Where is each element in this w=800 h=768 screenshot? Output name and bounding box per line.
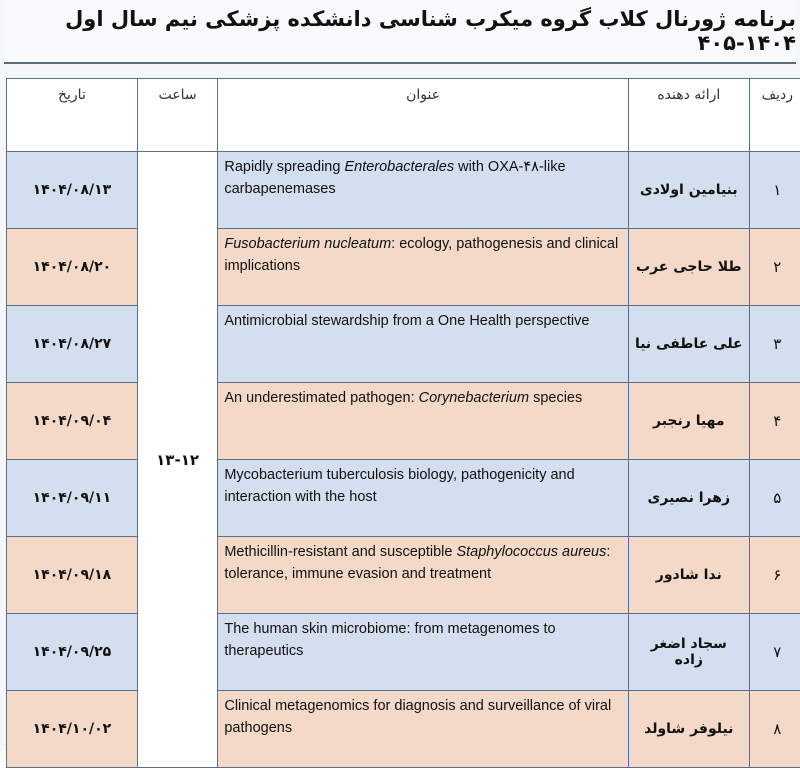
presenter-name: بنیامین اولادی [628,152,749,229]
header-date: تاریخ [7,79,138,152]
table-row [7,460,800,537]
session-date: ۱۴۰۴/۰۹/۲۵ [7,614,138,691]
presenter-name: زهرا نصیری [628,460,749,537]
topic-text-tail: species [529,390,582,406]
table-row [7,229,800,306]
topic-title [218,383,629,460]
row-number: ۷ [749,614,800,691]
header-topic: عنوان [218,79,629,152]
session-time: ۱۳-۱۲ [137,152,218,768]
row-number: ۲ [749,229,800,306]
topic-text-tail: with OXA-۴۸-like carbapenemases [224,159,565,197]
topic-italic-text: Fusobacterium nucleatum [224,236,391,252]
presenter-name: ندا شادور [628,537,749,614]
header-time: ساعت [137,79,218,152]
presenter-name: مهیا رنجبر [628,383,749,460]
session-date: ۱۴۰۴/۱۰/۰۲ [7,691,138,768]
row-number: ۵ [749,460,800,537]
session-date: ۱۴۰۴/۰۸/۱۳ [7,152,138,229]
topic-text: The human skin microbiome: from metagenomes to therapeutics [224,621,555,659]
session-date: ۱۴۰۴/۰۸/۲۷ [7,306,138,383]
table-row [7,691,800,768]
row-number: ۳ [749,306,800,383]
topic-title [218,229,629,306]
topic-text-tail: : tolerance, immune evasion and treatment [224,544,610,582]
header-presenter: ارائه دهنده [628,79,749,152]
topic-text: An underestimated pathogen: [224,390,418,406]
presenter-name: نیلوفر شاولد [628,691,749,768]
table-row [7,152,800,229]
header-row [7,79,800,152]
schedule-body [7,152,800,768]
row-number: ۶ [749,537,800,614]
session-date: ۱۴۰۴/۰۹/۱۱ [7,460,138,537]
topic-text: Mycobacterium tuberculosis biology, pathogenicity and interaction with the host [224,467,574,505]
topic-title [218,537,629,614]
presenter-name: طلا حاجی عرب [628,229,749,306]
title-bar [4,0,796,64]
topic-text: Rapidly spreading [224,159,344,175]
presenter-name: سجاد اضغر زاده [628,614,749,691]
topic-italic-text: Corynebacterium [419,390,529,406]
session-date: ۱۴۰۴/۰۸/۲۰ [7,229,138,306]
session-date: ۱۴۰۴/۰۹/۰۴ [7,383,138,460]
header-row-number: ردیف [749,79,800,152]
topic-italic-text: Staphylococcus aureus [456,544,606,560]
row-number: ۴ [749,383,800,460]
table-row [7,383,800,460]
table-row [7,306,800,383]
page-title: برنامه ژورنال کلاب گروه میکرب شناسی دانشکده پزشکی نیم سال اول ۱۴۰۴-۴۰۵ [4,7,796,55]
topic-italic-text: Enterobacterales [344,159,454,175]
topic-text: Methicillin-resistant and susceptible [224,544,456,560]
presenter-name: علی عاطفی نیا [628,306,749,383]
topic-text-tail: : ecology, pathogenesis and clinical implications [224,236,618,274]
schedule-table [6,78,800,768]
topic-title [218,614,629,691]
table-row [7,614,800,691]
topic-text: Antimicrobial stewardship from a One Health perspective [224,313,589,329]
row-number: ۸ [749,691,800,768]
topic-title [218,691,629,768]
topic-title [218,460,629,537]
row-number: ۱ [749,152,800,229]
topic-title [218,152,629,229]
topic-text: Clinical metagenomics for diagnosis and surveillance of viral pathogens [224,698,611,736]
table-row [7,537,800,614]
session-date: ۱۴۰۴/۰۹/۱۸ [7,537,138,614]
topic-title [218,306,629,383]
